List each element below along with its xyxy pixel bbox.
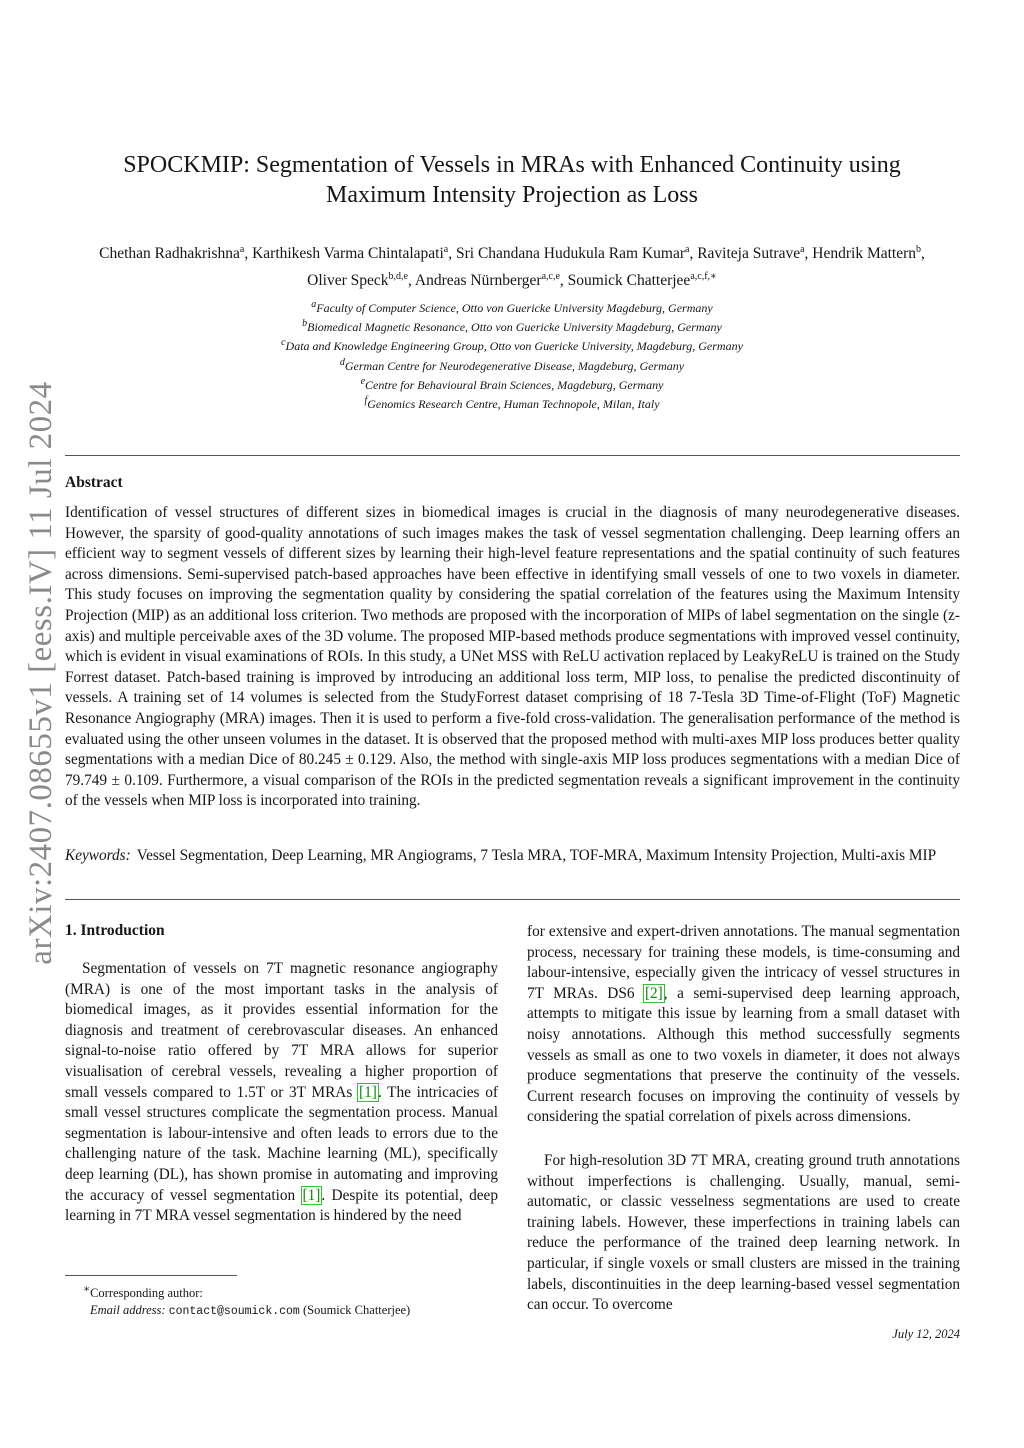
keywords [65,846,960,867]
author[interactable]: Chethan Radhakrishna$^a$ [99,244,245,263]
author-affiliation-mark: b [916,244,922,255]
intro-paragraph-1: Segmentation of vessels on 7T magnetic resonance angiography (MRA) is one of the most important tasks in the analysis of biomedical images, as it provides essential information for the diagnosis and treatment of cerebrovascular diseases. An enhanced signal-to-noise ratio offered by 7T MRA allows for superior visualisation of cerebral vessels, revealing a higher proportion of small vessels compared to 1.5T or 3T MRAs [1]. The intricacies of small vessel structures complicate the segmentation process. Manual segmentation is labour-intensive and often leads to errors due to the challenging nature of the task. Machine learning (ML), specifically deep learning (DL), has shown promise in automating and improving the accuracy of vessel segmentation [1]. Despite its potential, deep learning in 7T MRA vessel segmentation is hindered by the need [65,960,498,1225]
author[interactable]: Hendrik Mattern$^b$ [812,244,922,263]
arxiv-identifier-stamp: arXiv:2407.08655v1 [eess.IV] 11 Jul 2024 [23,381,59,965]
author[interactable]: Soumick Chatterjee$^{a,c,f,∗}$ [567,271,717,290]
author[interactable]: Raviteja Sutrave$^a$ [697,244,805,263]
author-affiliation-mark: a [443,244,449,255]
affiliation: $^c$Data and Knowledge Engineering Group, Otto von Guericke University, Magdeburg, Germany [281,337,743,354]
author-affiliation-mark: a [239,244,245,255]
abstract-text: Identification of vessel structures of different sizes in biomedical images is crucial in the diagnosis of many neurodegenerative diseases. However, the sparsity of good-quality annotations of such images makes the task of vessel segmentation challenging. Deep learning offers an efficient way to segment vessels of different sizes by learning their high-level feature representations and the spatial continuity of such features across dimensions. Semi-supervised patch-based approaches have been effective in identifying small vessels of one to two voxels in diameter. This study focuses on improving the segmentation quality by considering the spatial correlation of the features using the Maximum Intensity Projection (MIP) as an additional loss criterion. Two methods are proposed with the incorporation of MIPs of label segmentation on the single (z-axis) and multiple perceivable axes of the 3D volume. The proposed MIP-based methods produce segmentations with improved vessel continuity, which is evident in visual examinations of ROIs. In this study, a UNet MSS with ReLU activation replaced by LeakyReLU is trained on the Study Forrest dataset. Patch-based training is improved by introducing an additional loss term, MIP loss, to penalise the predicted discontinuity of vessels. A training set of 14 volumes is selected from the StudyForrest dataset comprising of 18 7-Tesla 3D Time-of-Flight (ToF) Magnetic Resonance Angiography (MRA) images. Then it is used to perform a five-fold cross-validation. The generalisation performance of the method is evaluated using the other unseen volumes in the dataset. It is observed that the proposed method with multi-axes MIP loss produces better quality segmentations with a median Dice of 80.245 ± 0.129. Also, the method with single-axis MIP loss produces segmentations with a median Dice of 79.749 ± 0.109. Furthermore, a visual comparison of the ROIs in the predicted segmentation reveals a significant improvement in the continuity of the vessels when MIP loss is incorporated into training. [65,504,960,810]
affiliation: $^b$Biomedical Magnetic Resonance, Otto von Guericke University Magdeburg, Germany [302,318,722,335]
footnote: ∗Corresponding author: Email address: contact@soumick.com (Soumick Chatterjee) [83,1284,411,1319]
author-affiliation-mark: a,c,f,∗ [690,271,717,283]
author-affiliation-mark: a [685,244,690,255]
abstract-top-rule [65,455,960,456]
intro-column-left [65,959,498,1227]
intro-text-segment: . Despite its potential, deep learning in 7T MRA vessel segmentation is hindered by the need [65,1186,498,1225]
keywords-text: Vessel Segmentation, Deep Learning, MR Angiograms, 7 Tesla MRA, TOF-MRA, Maximum Intensity Projection, Multi-axis MIP [136,847,937,864]
affiliation-list [100,297,924,412]
intro-column-right-top: for extensive and expert-driven annotations. The manual segmentation process, necessary for training these models, is time-consuming and labour-intensive, especially given the intricacy of vessel structures in 7T MRAs. DS6 [2], a semi-supervised deep learning approach, attempts to mitigate this issue by learning from a small dataset with noisy annotations. Although this method successfully segments vessels as small as one to two voxels in diameter, it does not always produce segmentations that preserve the continuity of the vessels. Current research focuses on improving the continuity of vessels by considering the spatial correlation of pixels across dimensions. [527,923,960,1126]
author[interactable]: Sri Chandana Hudukula Ram Kumar$^a$ [455,244,690,263]
intro-column-right-bottom [527,1151,960,1316]
intro-paragraph-2: For high-resolution 3D 7T MRA, creating ground truth annotations without imperfections is challenging. Usually, manual, semi-automatic, or classic vesselness segmentations are used to create training labels. However, these imperfections in training labels can reduce the performance of the trained deep learning network. In particular, if single voxels or small clusters are missed in the training labels, discontinuities in the deep learning-based vessel segmentation can occur. To overcome [527,1152,960,1314]
affiliation: $^d$German Centre for Neurodegenerative Disease, Magdeburg, Germany [339,356,685,373]
abstract-bottom-rule [65,899,960,900]
affiliation: $^a$Faculty of Computer Science, Otto von Guericke University Magdeburg, Germany [311,299,713,315]
author[interactable]: Andreas Nürnberger$^{a,c,e}$ [414,271,560,290]
author-list: Chethan Radhakrishna$^a$, Karthikesh Varma Chintalapati$^a$, Sri Chandana Hudukula Ram Kumar$^a$, Raviteja Sutrave$^a$, Hendrik Mattern$^b$, Oliver Speck$^{b,d,e}$, Andreas Nürnberger$^{a,c,e}$, Soumick Chatterjee$^{a,c,f,∗}$ [99,244,925,290]
intro-text-segment: for extensive and expert-driven annotations. The manual segmentation process, necessary for training these models, is time-consuming and labour-intensive, especially given the intricacy of vessel structures in 7T MRAs. DS6 [527,923,960,1002]
page-date: July 12, 2024 [892,1327,960,1341]
affiliation: $^f$Genomics Research Centre, Human Technopole, Milan, Italy [364,395,660,412]
affiliation: $^e$Centre for Behavioural Brain Sciences, Magdeburg, Germany [360,375,664,392]
abstract-heading: Abstract [65,474,123,491]
author-affiliation-mark: b,d,e [388,271,408,283]
author[interactable]: Oliver Speck$^{b,d,e}$ [307,271,408,290]
citation-link[interactable]: [1] [359,1083,377,1101]
section-heading-introduction: 1. Introduction [65,922,165,939]
citation-link[interactable]: [1] [302,1186,321,1204]
email-link[interactable]: contact@soumick.com [168,1305,300,1319]
author-affiliation-mark: a [800,244,805,255]
citation-link[interactable]: [2] [644,984,663,1002]
keywords-label: Keywords: [65,847,131,864]
paper-title: SPOCKMIP: Segmentation of Vessels in MRAs with Enhanced Continuity using Maximum Intensity Projection as Loss [123,152,901,208]
author-affiliation-mark: a,c,e [541,271,560,283]
footnote-rule [65,1275,237,1276]
author[interactable]: Karthikesh Varma Chintalapati$^a$ [252,244,449,263]
